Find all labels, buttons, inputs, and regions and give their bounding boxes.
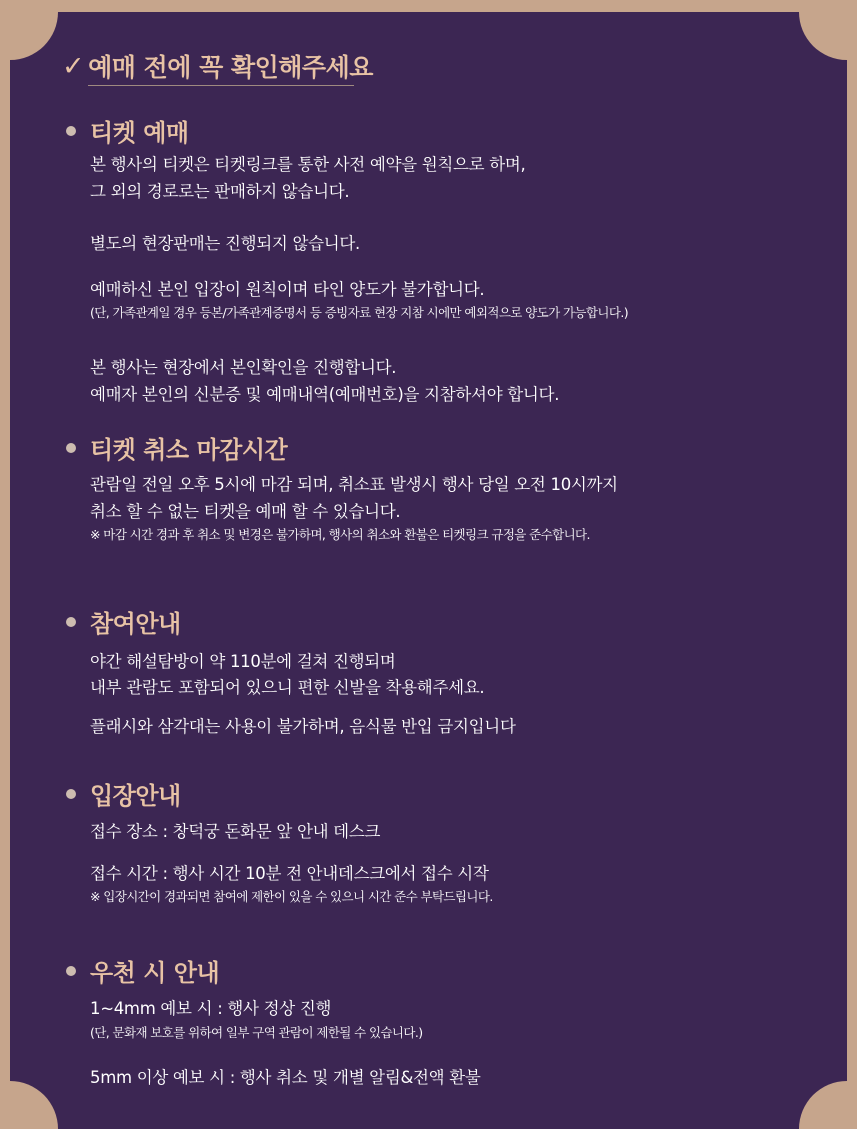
section-title-text: 티켓 예매 xyxy=(90,119,189,147)
info-line: 5mm 이상 예보 시 : 행사 취소 및 개별 알림&전액 환불 xyxy=(90,1068,481,1087)
bullet-icon xyxy=(66,966,76,976)
info-line: 관람일 전일 오후 5시에 마감 되며, 취소표 발생시 행사 당일 오전 10시까지 xyxy=(90,475,618,494)
info-note: (단, 가족관계일 경우 등본/가족관계증명서 등 증빙자료 현장 지참 시에만 예외적으로 양도가 가능합니다.) xyxy=(90,305,628,320)
info-line: 취소 할 수 없는 티켓을 예매 할 수 있습니다. xyxy=(90,502,401,521)
info-line: 1~4mm 예보 시 : 행사 정상 진행 xyxy=(90,999,332,1018)
corner-decoration xyxy=(10,12,58,60)
info-line: 야간 해설탐방이 약 110분에 걸쳐 진행되며 xyxy=(90,652,396,671)
info-note: ※ 마감 시간 경과 후 취소 및 변경은 불가하며, 행사의 취소와 환불은 티켓링크 규정을 준수합니다. xyxy=(90,527,590,542)
bullet-icon xyxy=(66,617,76,627)
section-title-text: 입장안내 xyxy=(90,782,181,810)
corner-decoration xyxy=(10,1081,58,1129)
info-note: (단, 문화재 보호를 위하여 일부 구역 관람이 제한될 수 있습니다.) xyxy=(90,1025,423,1040)
bullet-icon xyxy=(66,789,76,799)
section-title-text: 우천 시 안내 xyxy=(90,959,220,987)
info-line: 본 행사의 티켓은 티켓링크를 통한 사전 예약을 원칙으로 하며, xyxy=(90,155,526,174)
section-title-cancel-deadline xyxy=(66,430,287,465)
info-line: 예매하신 본인 입장이 원칙이며 타인 양도가 불가합니다. xyxy=(90,280,485,299)
corner-decoration xyxy=(799,12,847,60)
check-mark-icon: ✓ xyxy=(62,50,85,82)
info-line: 그 외의 경로로는 판매하지 않습니다. xyxy=(90,182,350,201)
section-title-ticket-booking xyxy=(66,113,189,148)
info-line: 내부 관람도 포함되어 있으니 편한 신발을 착용해주세요. xyxy=(90,678,485,697)
section-title-text: 티켓 취소 마감시간 xyxy=(90,436,288,464)
info-line: 플래시와 삼각대는 사용이 불가하며, 음식물 반입 금지입니다 xyxy=(90,717,516,736)
section-title-rain-policy xyxy=(66,953,219,988)
bullet-icon xyxy=(66,443,76,453)
info-note: ※ 입장시간이 경과되면 참여에 제한이 있을 수 있으니 시간 준수 부탁드립니다. xyxy=(90,889,493,904)
section-title-entrance xyxy=(66,776,181,811)
info-line: 예매자 본인의 신분증 및 예매내역(예매번호)을 지참하셔야 합니다. xyxy=(90,385,560,404)
section-title-text: 참여안내 xyxy=(90,610,181,638)
info-line: 별도의 현장판매는 진행되지 않습니다. xyxy=(90,234,361,253)
title-underline xyxy=(88,85,354,86)
corner-decoration xyxy=(799,1081,847,1129)
info-line: 접수 시간 : 행사 시간 10분 전 안내데스크에서 접수 시작 xyxy=(90,864,489,883)
bullet-icon xyxy=(66,126,76,136)
info-line: 본 행사는 현장에서 본인확인을 진행합니다. xyxy=(90,358,397,377)
section-title-participation xyxy=(66,604,181,639)
page-title xyxy=(62,48,373,84)
notice-panel xyxy=(10,12,847,1129)
page-title-text: 예매 전에 꼭 확인해주세요 xyxy=(88,53,373,82)
info-line: 접수 장소 : 창덕궁 돈화문 앞 안내 데스크 xyxy=(90,822,381,841)
